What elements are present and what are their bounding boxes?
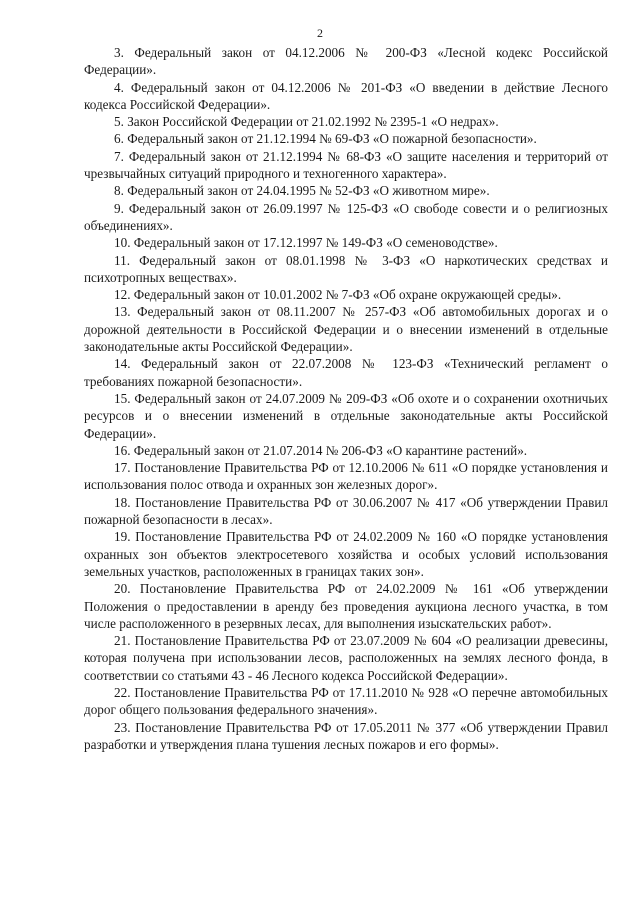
list-item: 16. Федеральный закон от 21.07.2014 № 206-ФЗ «О карантине растений».: [114, 442, 528, 458]
list-item: 9. Федеральный закон от 26.09.1997 № 125-ФЗ «О свободе совести и о религиозных объединениях».: [84, 200, 608, 233]
list-item: 10. Федеральный закон от 17.12.1997 № 149-ФЗ «О семеноводстве».: [114, 235, 498, 251]
list-item: 20. Постановление Правительства РФ от 24.02.2009 № 161 «Об утверждении Положения о предоставлении в аренду без проведения аукциона лесного участка, в том числе расположенного в резервных лесах, для выполнения изыскательских работ».: [84, 581, 608, 631]
list-item: 14. Федеральный закон от 22.07.2008 № 123-ФЗ «Технический регламент о требованиях пожарной безопасности».: [84, 356, 608, 389]
list-item: 8. Федеральный закон от 24.04.1995 № 52-ФЗ «О животном мире».: [114, 183, 490, 199]
list-item: 11. Федеральный закон от 08.01.1998 № 3-ФЗ «О наркотических средствах и психотропных веществах».: [84, 252, 608, 285]
page-number: 2: [317, 26, 323, 40]
list-item: 15. Федеральный закон от 24.07.2009 № 209-ФЗ «Об охоте и о сохранении охотничьих ресурсов и о внесении изменений в отдельные законодательные акты Российской Федерации».: [84, 390, 608, 441]
list-item: 6. Федеральный закон от 21.12.1994 № 69-ФЗ «О пожарной безопасности».: [114, 131, 537, 147]
list-item: 21. Постановление Правительства РФ от 23.07.2009 № 604 «О реализации древесины, которая получена при использовании лесов, расположенных на землях лесного фонда, в соответствии со статьями 43 - 46 Лесного кодекса Российской Федерации».: [84, 633, 608, 683]
list-item: 7. Федеральный закон от 21.12.1994 № 68-ФЗ «О защите населения и территорий от чрезвычайных ситуаций природного и техногенного характера».: [84, 148, 608, 182]
list-item: 22. Постановление Правительства РФ от 17.11.2010 № 928 «О перечне автомобильных дорог общего пользования федерального значения».: [84, 684, 608, 718]
list-item: 19. Постановление Правительства РФ от 24.02.2009 № 160 «О порядке установления охранных зон объектов электросетевого хозяйства и особых условий использования земельных участков, расположенных в границах таких зон».: [84, 529, 608, 579]
list-item: 5. Закон Российской Федерации от 21.02.1992 № 2395-1 «О недрах».: [114, 114, 499, 130]
list-item: 23. Постановление Правительства РФ от 17.05.2011 № 377 «Об утверждении Правил разработки и утверждения плана тушения лесных пожаров и его формы».: [84, 719, 608, 752]
legal-acts-list: [84, 44, 608, 753]
list-item: 3. Федеральный закон от 04.12.2006 № 200-ФЗ «Лесной кодекс Российской Федерации».: [84, 45, 608, 78]
list-item: 4. Федеральный закон от 04.12.2006 № 201-ФЗ «О введении в действие Лесного кодекса Российской Федерации».: [84, 79, 608, 112]
list-item: 17. Постановление Правительства РФ от 12.10.2006 № 611 «О порядке установления и использования полос отвода и охранных зон железных дорог».: [84, 460, 608, 493]
list-item: 13. Федеральный закон от 08.11.2007 № 257-ФЗ «Об автомобильных дорогах и о дорожной деятельности в Российской Федерации и о внесении изменений в отдельные законодательные акты Российской Федерации».: [84, 304, 608, 355]
list-item: 12. Федеральный закон от 10.01.2002 № 7-ФЗ «Об охране окружающей среды».: [114, 287, 562, 303]
list-item: 18. Постановление Правительства РФ от 30.06.2007 № 417 «Об утверждении Правил пожарной безопасности в лесах».: [84, 494, 608, 528]
